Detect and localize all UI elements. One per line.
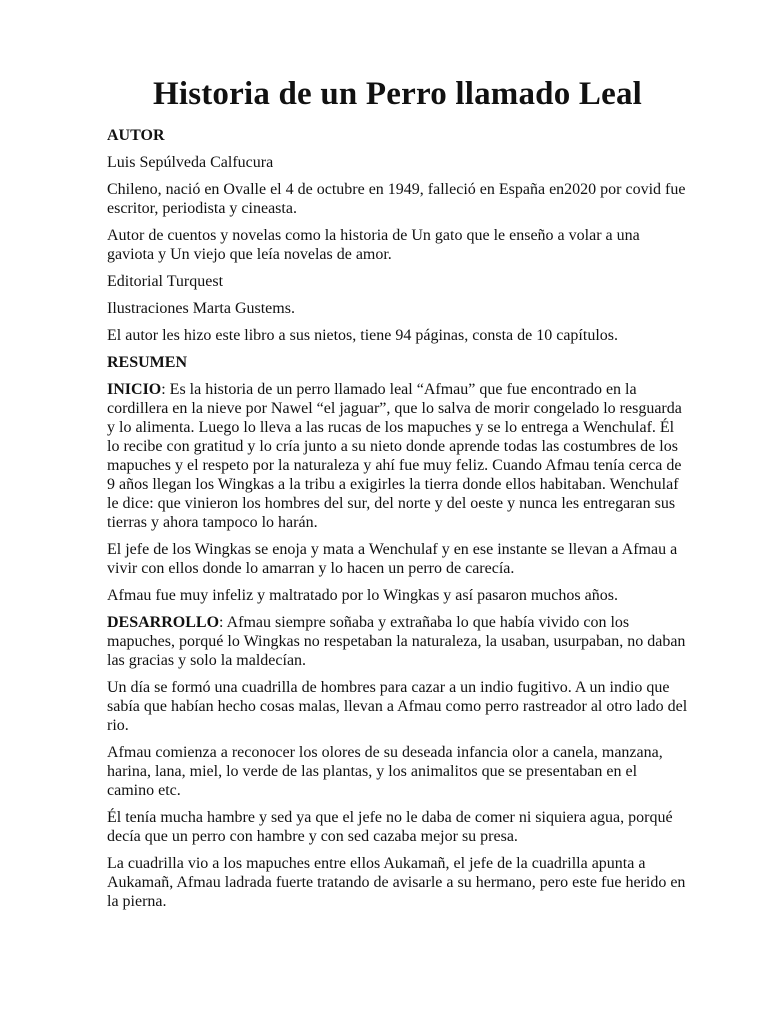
autor-name: Luis Sepúlveda Calfucura [107, 154, 274, 171]
inicio-paragraph [107, 380, 688, 532]
hambre-paragraph: Él tenía mucha hambre y sed ya que el jefe no le daba de comer ni siquiera agua, porqué decía que un perro con hambre y con sed cazaba mejor su presa. [107, 809, 673, 845]
desarrollo-label: DESARROLLO [107, 614, 220, 631]
aukaman-paragraph: La cuadrilla vio a los mapuches entre ellos Aukamañ, el jefe de la cuadrilla apunta a Aukamañ, Afmau ladrada fuerte tratando de avisarle a su hermano, pero este fue herido en la pierna. [107, 855, 686, 910]
editorial: Editorial Turquest [107, 273, 224, 290]
document-title: Historia de un Perro llamado Leal [152, 76, 643, 112]
wingkas-paragraph: El jefe de los Wingkas se enoja y mata a Wenchulaf y en ese instante se llevan a Afmau a vivir con ellos donde lo amarran y lo hacen un perro de carecía. [107, 541, 678, 577]
inicio-text: : Es la historia de un perro llamado leal “Afmau” que fue encontrado en la cordillera en la nieve por Nawel “el jaguar”, que lo salva de morir congelado lo resguarda y lo alimenta. Luego lo lleva a las rucas de los mapuches y se lo entrega a Wenchulaf. Él lo recibe con gratitud y lo cría junto a su nieto donde aprende todas las costumbres de los mapuches y el respeto por la naturaleza y ahí fue muy feliz. Cuando Afmau tenía cerca de 9 años llegan los Wingkas a la tribu a exigirles la tierra donde ellos habitaban. Wenchulaf le dice: que vinieron los hombres del sur, del norte y del oeste y nunca les entregaran sus tierras y ahora tampoco lo harán. [107, 381, 682, 531]
dedication: El autor les hizo este libro a sus nietos, tiene 94 páginas, consta de 10 capítulos. [107, 327, 618, 344]
autor-heading: AUTOR [107, 127, 165, 144]
desarrollo-paragraph [107, 613, 688, 670]
olores-paragraph: Afmau comienza a reconocer los olores de su deseada infancia olor a canela, manzana, harina, lana, miel, lo verde de las plantas, y los animalitos que se presentaban en el camino etc. [107, 744, 663, 799]
autor-bio: Chileno, nació en Ovalle el 4 de octubre en 1949, falleció en España en2020 por covid fue escritor, periodista y cineasta. [107, 181, 686, 217]
infeliz-paragraph: Afmau fue muy infeliz y maltratado por lo Wingkas y así pasaron muchos años. [107, 587, 618, 604]
autor-works: Autor de cuentos y novelas como la historia de Un gato que le enseño a volar a una gaviota y Un viejo que leía novelas de amor. [107, 227, 640, 263]
inicio-label: INICIO [107, 381, 162, 398]
cuadrilla-paragraph: Un día se formó una cuadrilla de hombres para cazar a un indio fugitivo. A un indio que sabía que habían hecho cosas malas, llevan a Afmau como perro rastreador al otro lado del rio. [107, 679, 688, 734]
desarrollo-text: : Afmau siempre soñaba y extrañaba lo que había vivido con los mapuches, porqué lo Wingkas no respetaban la naturaleza, la usaban, usurpaban, no daban las gracias y solo la maldecían. [107, 614, 686, 669]
illustrations: Ilustraciones Marta Gustems. [107, 300, 295, 317]
resumen-heading: RESUMEN [107, 354, 188, 371]
